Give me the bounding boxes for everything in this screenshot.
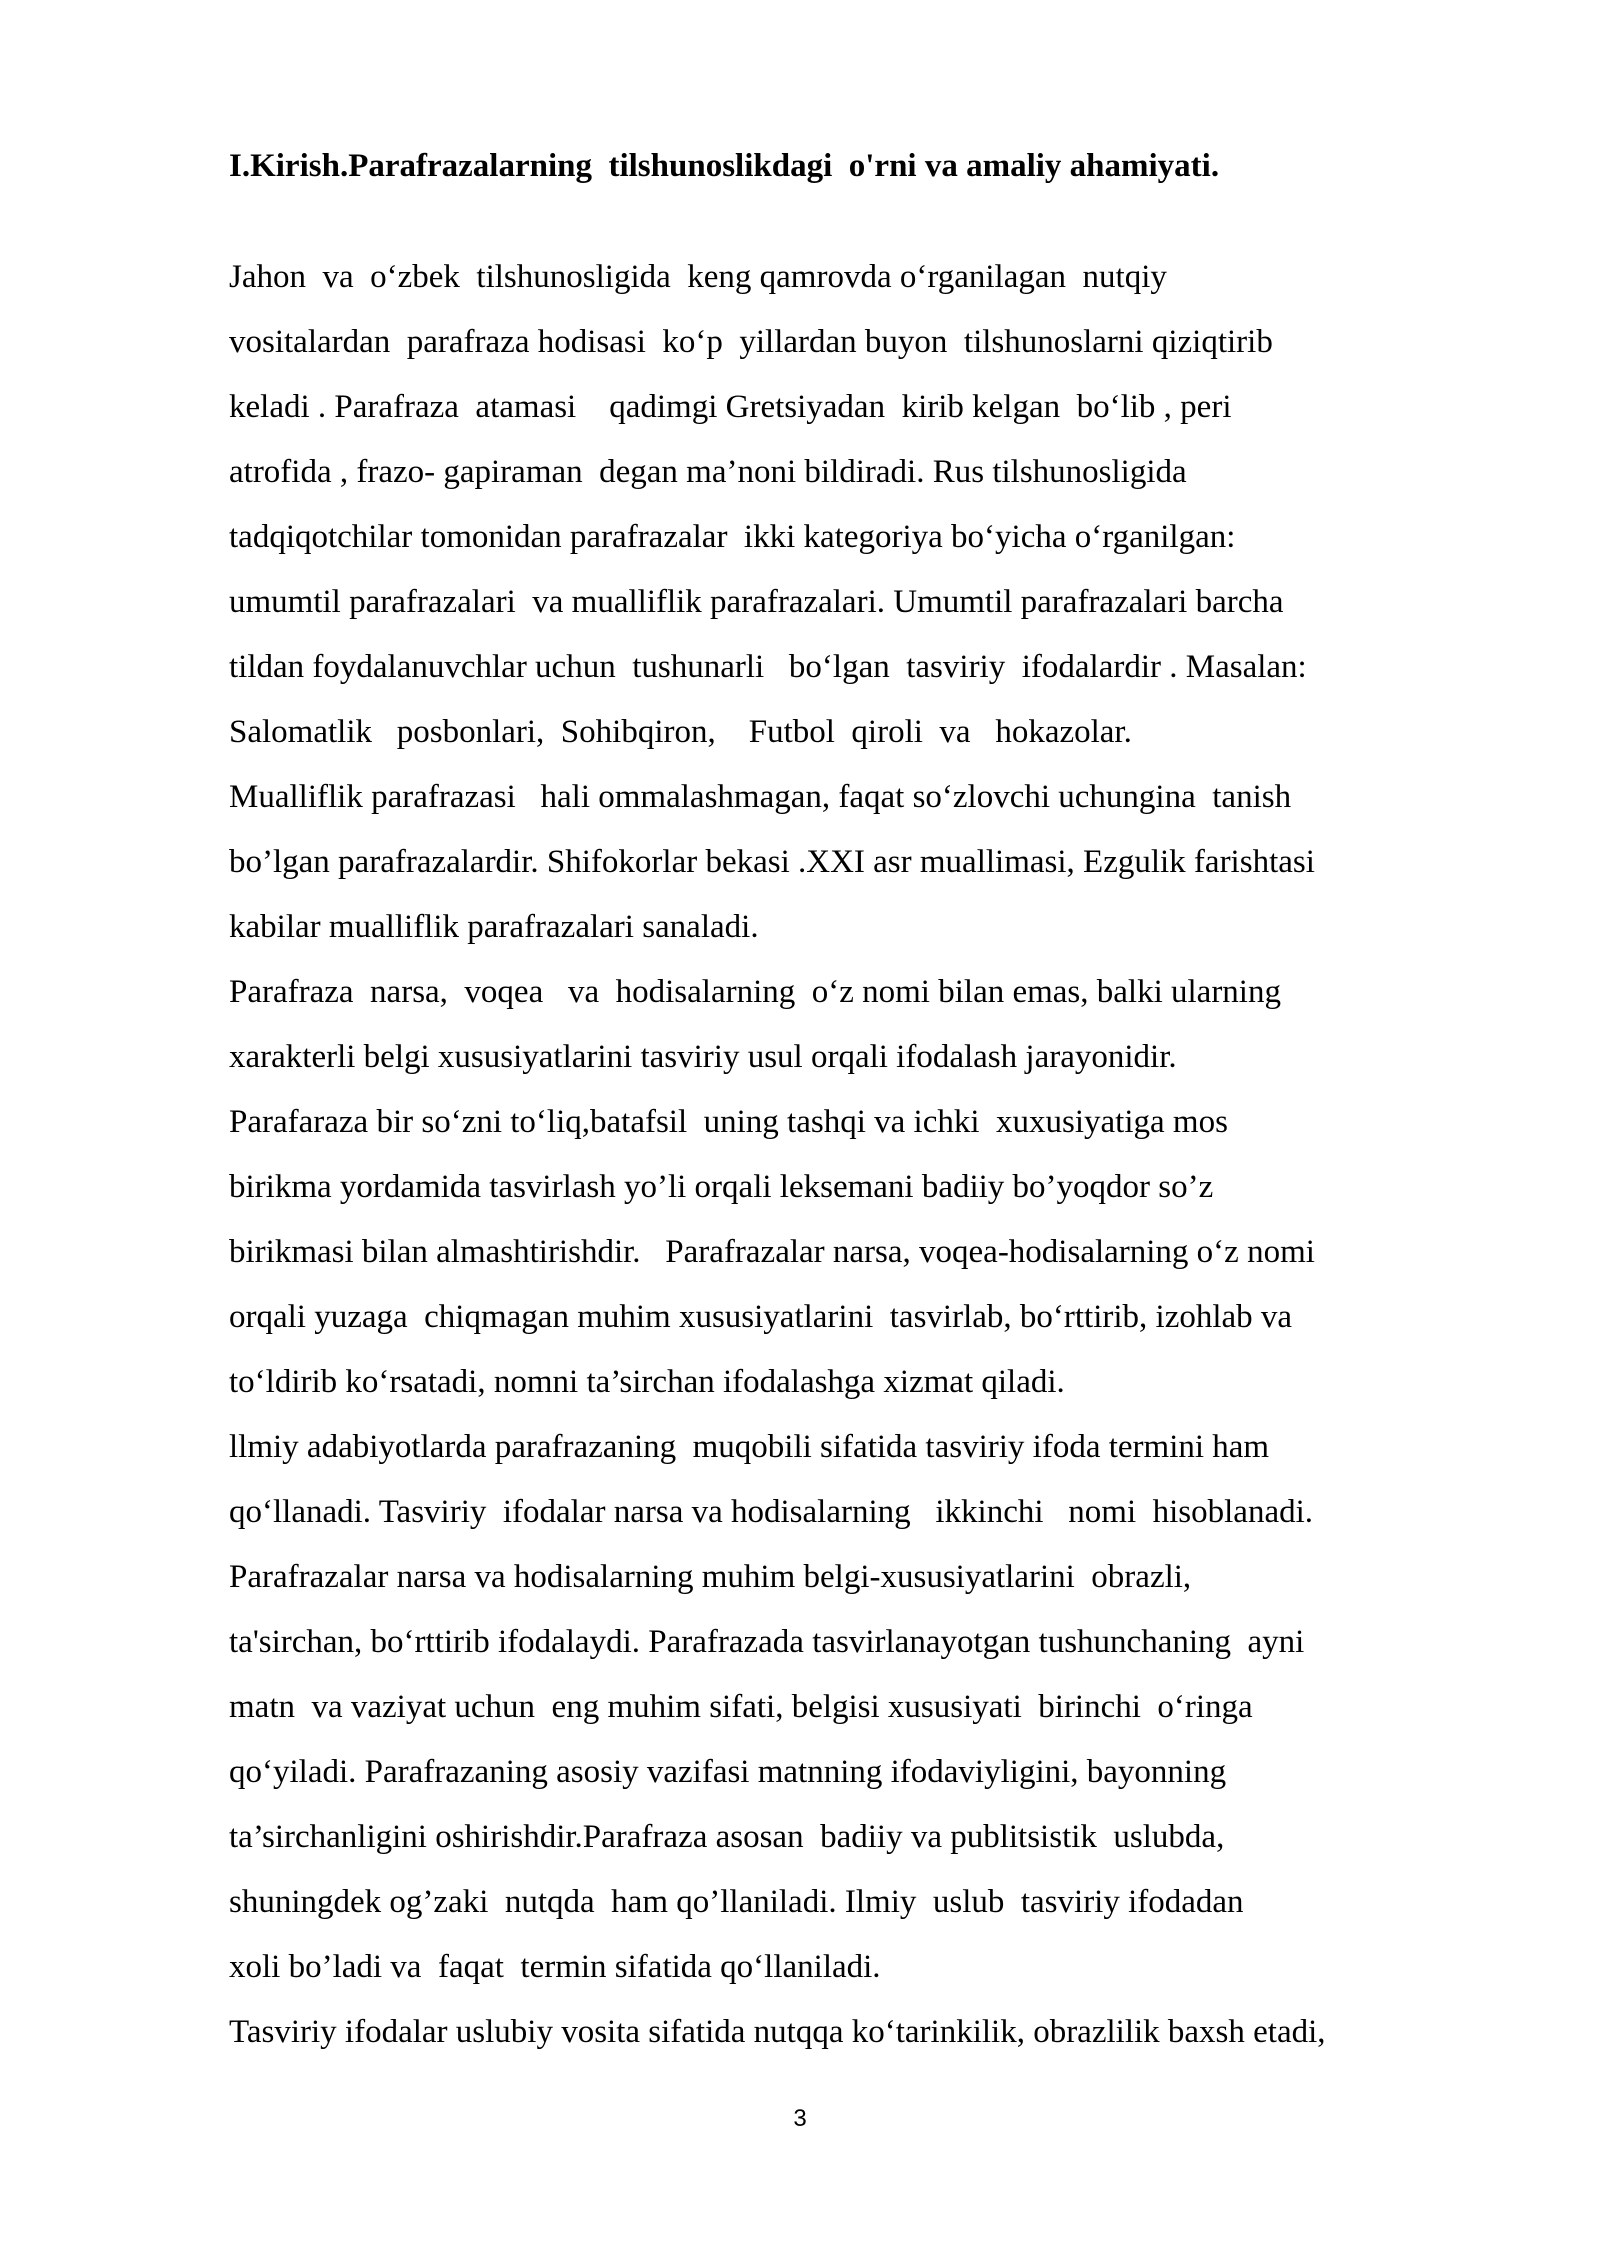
text-line: Salomatlik posbonlari, Sohibqiron, Futbol qiroli va hokazolar. (229, 714, 1132, 750)
section-heading: I.Kirish.Parafrazalarning tilshunoslikdagi o'rni va amaliy ahamiyati. (229, 148, 1220, 184)
text-line: matn va vaziyat uchun eng muhim sifati, belgisi xususiyati birinchi o‘ringa (229, 1689, 1253, 1725)
text-line: qo‘llanadi. Tasviriy ifodalar narsa va hodisalarning ikkinchi nomi hisoblanadi. (229, 1494, 1314, 1530)
body-text (229, 245, 1529, 2065)
text-line: tildan foydalanuvchlar uchun tushunarli bo‘lgan tasviriy ifodalardir . Masalan: (229, 649, 1307, 685)
text-line: keladi . Parafraza atamasi qadimgi Gretsiyadan kirib kelgan bo‘lib , peri (229, 389, 1232, 425)
text-line: bo’lgan parafrazalardir. Shifokorlar bekasi .XXI asr muallimasi, Ezgulik farishtasi (229, 844, 1315, 880)
text-line: to‘ldirib ko‘rsatadi, nomni ta’sirchan ifodalashga xizmat qiladi. (229, 1364, 1065, 1400)
text-line: Parafraza narsa, voqea va hodisalarning o‘z nomi bilan emas, balki ularning (229, 974, 1281, 1010)
text-line: vositalardan parafraza hodisasi ko‘p yillardan buyon tilshunoslarni qiziqtirib (229, 324, 1273, 360)
text-line: birikma yordamida tasvirlash yo’li orqali leksemani badiiy bo’yoqdor so’z (229, 1169, 1214, 1205)
text-line: Parafrazalar narsa va hodisalarning muhim belgi-xususiyatlarini obrazli, (229, 1559, 1192, 1595)
text-line: umumtil parafrazalari va mualliflik parafrazalari. Umumtil parafrazalari barcha (229, 584, 1284, 620)
text-line: ta'sirchan, bo‘rttirib ifodalaydi. Parafrazada tasvirlanayotgan tushunchaning ayni (229, 1624, 1305, 1660)
text-line: ta’sirchanligini oshirishdir.Parafraza asosan badiiy va publitsistik uslubda, (229, 1819, 1225, 1855)
text-line: xoli bo’ladi va faqat termin sifatida qo‘llaniladi. (229, 1949, 881, 1985)
text-line: Parafaraza bir so‘zni to‘liq,batafsil uning tashqi va ichki xuxusiyatiga mos (229, 1104, 1228, 1140)
page-number: 3 (793, 2105, 807, 2132)
text-line: tadqiqotchilar tomonidan parafrazalar ikki kategoriya bo‘yicha o‘rganilgan: (229, 519, 1236, 555)
text-line: Tasviriy ifodalar uslubiy vosita sifatida nutqqa ko‘tarinkilik, obrazlilik baxsh etadi, (229, 2014, 1326, 2050)
text-line: birikmasi bilan almashtirishdir. Parafrazalar narsa, voqea-hodisalarning o‘z nomi (229, 1234, 1315, 1270)
text-line: Jahon va o‘zbek tilshunosligida keng qamrovda o‘rganilagan nutqiy (229, 259, 1167, 295)
text-line: kabilar mualliflik parafrazalari sanaladi. (229, 909, 759, 945)
text-line: atrofida , frazo- gapiraman degan ma’noni bildiradi. Rus tilshunosligida (229, 454, 1187, 490)
text-line: xarakterli belgi xususiyatlarini tasviriy usul orqali ifodalash jarayonidir. (229, 1039, 1177, 1075)
text-line: llmiy adabiyotlarda parafrazaning muqobili sifatida tasviriy ifoda termini ham (229, 1429, 1270, 1465)
text-line: Mualliflik parafrazasi hali ommalashmagan, faqat so‘zlovchi uchungina tanish (229, 779, 1292, 815)
text-line: shuningdek og’zaki nutqda ham qo’llaniladi. Ilmiy uslub tasviriy ifodadan (229, 1884, 1244, 1920)
text-line: qo‘yiladi. Parafrazaning asosiy vazifasi matnning ifodaviyligini, bayonning (229, 1754, 1227, 1790)
text-line: orqali yuzaga chiqmagan muhim xususiyatlarini tasvirlab, bo‘rttirib, izohlab va (229, 1299, 1293, 1335)
